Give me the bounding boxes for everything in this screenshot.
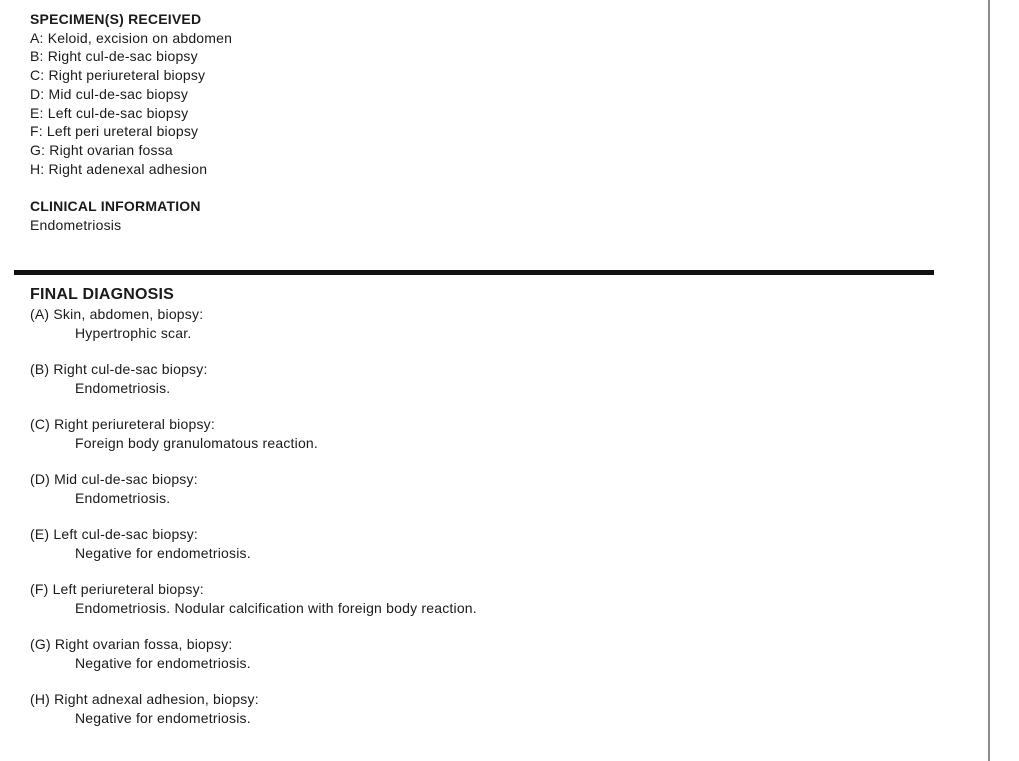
page-edge-vertical-rule (988, 0, 990, 761)
diagnosis-specimen-label: (E) Left cul-de-sac biopsy: (30, 526, 199, 543)
specimens-received-heading: SPECIMEN(S) RECEIVED (30, 11, 202, 27)
specimen-item: E: Left cul-de-sac biopsy (30, 104, 189, 121)
diagnosis-entry (30, 470, 960, 507)
diagnosis-specimen-label: (H) Right adnexal adhesion, biopsy: (30, 691, 259, 708)
diagnosis-specimen-label: (A) Skin, abdomen, biopsy: (30, 306, 204, 323)
diagnosis-result: Endometriosis. (75, 380, 171, 397)
specimen-item: G: Right ovarian fossa (30, 141, 173, 158)
diagnosis-specimen-label: (C) Right periureteral biopsy: (30, 416, 215, 433)
specimens-received-section (30, 10, 960, 178)
section-divider-double-rule (14, 270, 934, 275)
diagnosis-specimen-label: (F) Left periureteral biopsy: (30, 581, 204, 598)
diagnosis-result: Foreign body granulomatous reaction. (75, 435, 319, 452)
specimen-item: D: Mid cul-de-sac biopsy (30, 85, 189, 102)
specimen-item: H: Right adenexal adhesion (30, 160, 208, 177)
clinical-information-section (30, 197, 960, 234)
report-content (30, 10, 960, 745)
final-diagnosis-section (30, 284, 960, 727)
diagnosis-entry (30, 525, 960, 562)
diagnosis-result: Endometriosis. Nodular calcification with foreign body reaction. (75, 600, 477, 617)
clinical-information-text: Endometriosis (30, 216, 122, 233)
diagnosis-result: Hypertrophic scar. (75, 325, 192, 342)
final-diagnosis-heading: FINAL DIAGNOSIS (30, 286, 175, 304)
diagnosis-result: Endometriosis. (75, 490, 171, 507)
diagnosis-specimen-label: (G) Right ovarian fossa, biopsy: (30, 636, 233, 653)
specimen-item: F: Left peri ureteral biopsy (30, 123, 199, 140)
diagnosis-entry (30, 580, 960, 617)
specimen-item: C: Right periureteral biopsy (30, 67, 206, 84)
diagnosis-result: Negative for endometriosis. (75, 545, 251, 562)
clinical-information-heading: CLINICAL INFORMATION (30, 198, 201, 215)
diagnosis-entry (30, 635, 960, 672)
diagnosis-result: Negative for endometriosis. (75, 710, 251, 727)
diagnosis-entry (30, 305, 960, 342)
diagnosis-entry (30, 360, 960, 397)
diagnosis-specimen-label: (B) Right cul-de-sac biopsy: (30, 361, 208, 378)
diagnosis-entry (30, 415, 960, 452)
diagnosis-result: Negative for endometriosis. (75, 655, 251, 672)
specimen-item: A: Keloid, excision on abdomen (30, 29, 233, 46)
specimen-item: B: Right cul-de-sac biopsy (30, 48, 198, 65)
diagnosis-specimen-label: (D) Mid cul-de-sac biopsy: (30, 471, 198, 488)
diagnosis-entry (30, 690, 960, 727)
